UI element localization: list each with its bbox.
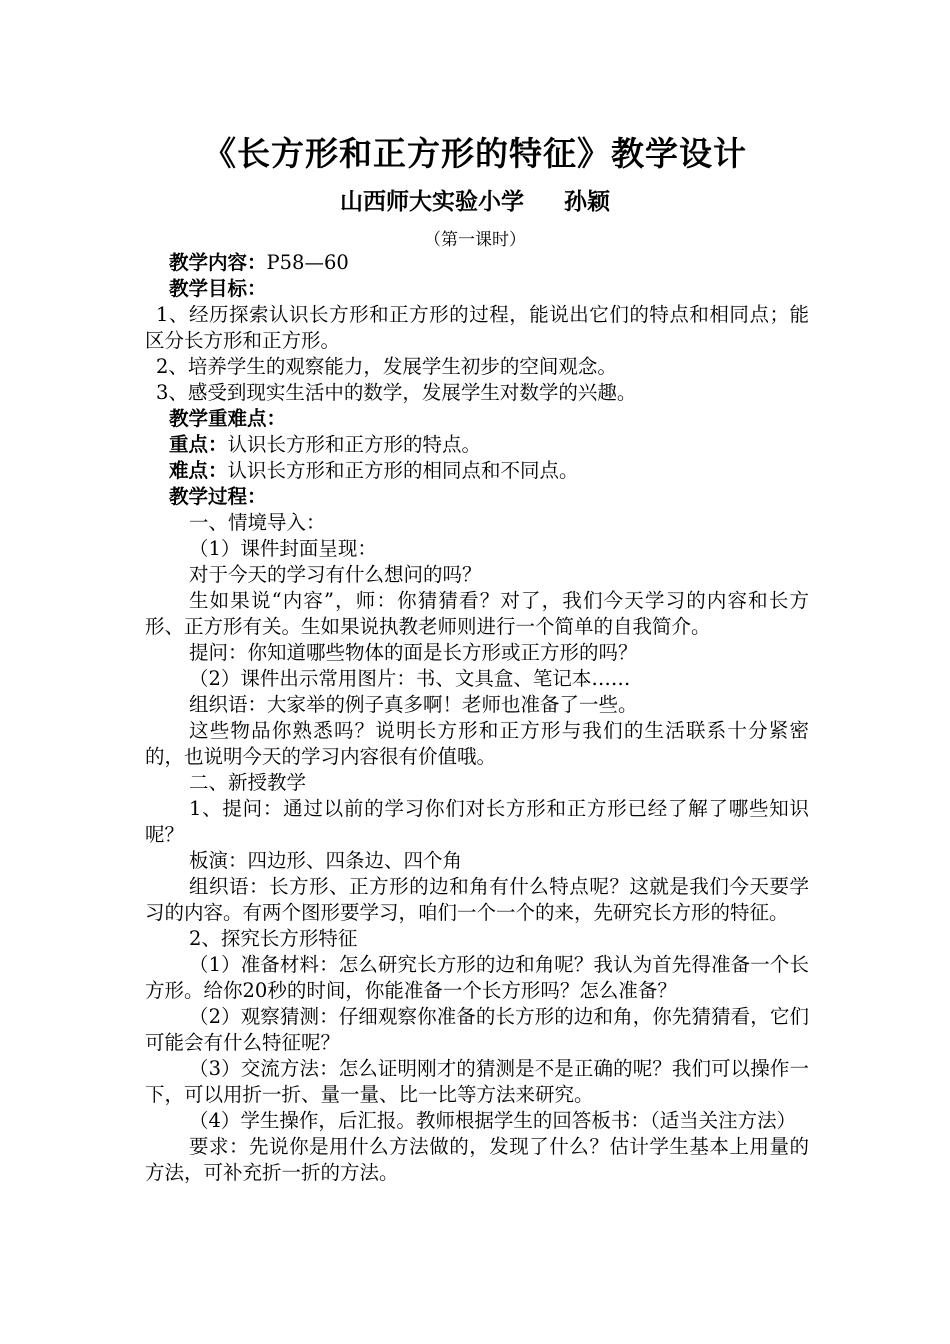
goal-item: 3、感受到现实生活中的数学，发展学生对数学的兴趣。 <box>156 381 637 404</box>
document-body <box>145 250 809 1186</box>
goals-heading: 教学目标： <box>169 277 267 300</box>
process-paragraph: 组织语：长方形、正方形的边和角有什么特点呢？这就是我们今天要学习的内容。有两个图形要学习，咱们一个一个的来，先研究长方形的特征。 <box>145 875 809 924</box>
process-paragraph: 组织语：大家举的例子真多啊！老师也准备了一些。 <box>189 693 638 716</box>
author-name: 孙颖 <box>564 188 610 215</box>
process-paragraph: 一、情境导入： <box>189 511 326 534</box>
difficult-point-label: 难点： <box>169 459 228 482</box>
difficult-point-line <box>145 458 809 484</box>
process-paragraph: （2）课件出示常用图片：书、文具盒、笔记本…… <box>189 667 631 690</box>
goal-item: 2、培养学生的观察能力，发展学生初步的空间观念。 <box>156 355 617 378</box>
content-line <box>145 250 809 276</box>
process-paragraph: （1）准备材料：怎么研究长方形的边和角呢？我认为首先得准备一个长方形。给你20秒的时间，你能准备一个长方形吗？怎么准备？ <box>145 953 809 1002</box>
process-paragraph: （2）观察猜测：仔细观察你准备的长方形的边和角，你先猜猜看，它们可能会有什么特征呢？ <box>145 1005 809 1054</box>
content-value: P58—60 <box>266 251 349 274</box>
process-paragraph: 二、新授教学 <box>189 771 307 794</box>
process-paragraph: 2、探究长方形特征 <box>189 927 358 950</box>
process-paragraph: 对于今天的学习有什么想问的吗？ <box>189 563 482 586</box>
process-paragraph: （3）交流方法：怎么证明刚才的猜测是不是正确的呢？我们可以操作一下，可以用折一折、量一量、比一比等方法来研究。 <box>145 1057 809 1106</box>
difficult-point-text: 认识长方形和正方形的相同点和不同点。 <box>227 459 579 482</box>
process-paragraph: 1、提问：通过以前的学习你们对长方形和正方形已经了解了哪些知识呢？ <box>145 797 809 846</box>
process-heading: 教学过程： <box>169 485 267 508</box>
key-point-text: 认识长方形和正方形的特点。 <box>227 433 482 456</box>
process-paragraph: 要求：先说你是用什么方法做的，发现了什么？估计学生基本上用量的方法，可补充折一折的方法。 <box>145 1135 809 1184</box>
process-paragraph: 提问：你知道哪些物体的面是长方形或正方形的吗？ <box>189 641 638 664</box>
process-paragraph: 这些物品你熟悉吗？说明长方形和正方形与我们的生活联系十分紧密的，也说明今天的学习内容很有价值哦。 <box>145 719 809 768</box>
process-paragraph: 生如果说“内容”，师：你猜猜看？对了，我们今天学习的内容和长方形、正方形有关。生如果说执教老师则进行一个简单的自我简介。 <box>145 589 809 638</box>
document-title: 《长方形和正方形的特征》教学设计 <box>203 134 747 173</box>
process-paragraph: （4）学生操作，后汇报。教师根据学生的回答板书：（适当关注方法） <box>189 1109 797 1132</box>
lesson-number: （第一课时） <box>424 230 526 250</box>
school-name: 山西师大实验小学 <box>340 188 524 215</box>
author-line <box>0 183 950 216</box>
keypoints-heading: 教学重难点： <box>169 407 287 430</box>
process-paragraph: 板演：四边形、四条边、四个角 <box>189 849 463 872</box>
key-point-label: 重点： <box>169 433 228 456</box>
goal-item: 1、经历探索认识长方形和正方形的过程，能说出它们的特点和相同点；能区分长方形和正方形。 <box>145 303 809 352</box>
process-paragraph: （1）课件封面呈现： <box>189 537 377 560</box>
content-label: 教学内容： <box>169 251 267 274</box>
key-point-line <box>145 432 809 458</box>
